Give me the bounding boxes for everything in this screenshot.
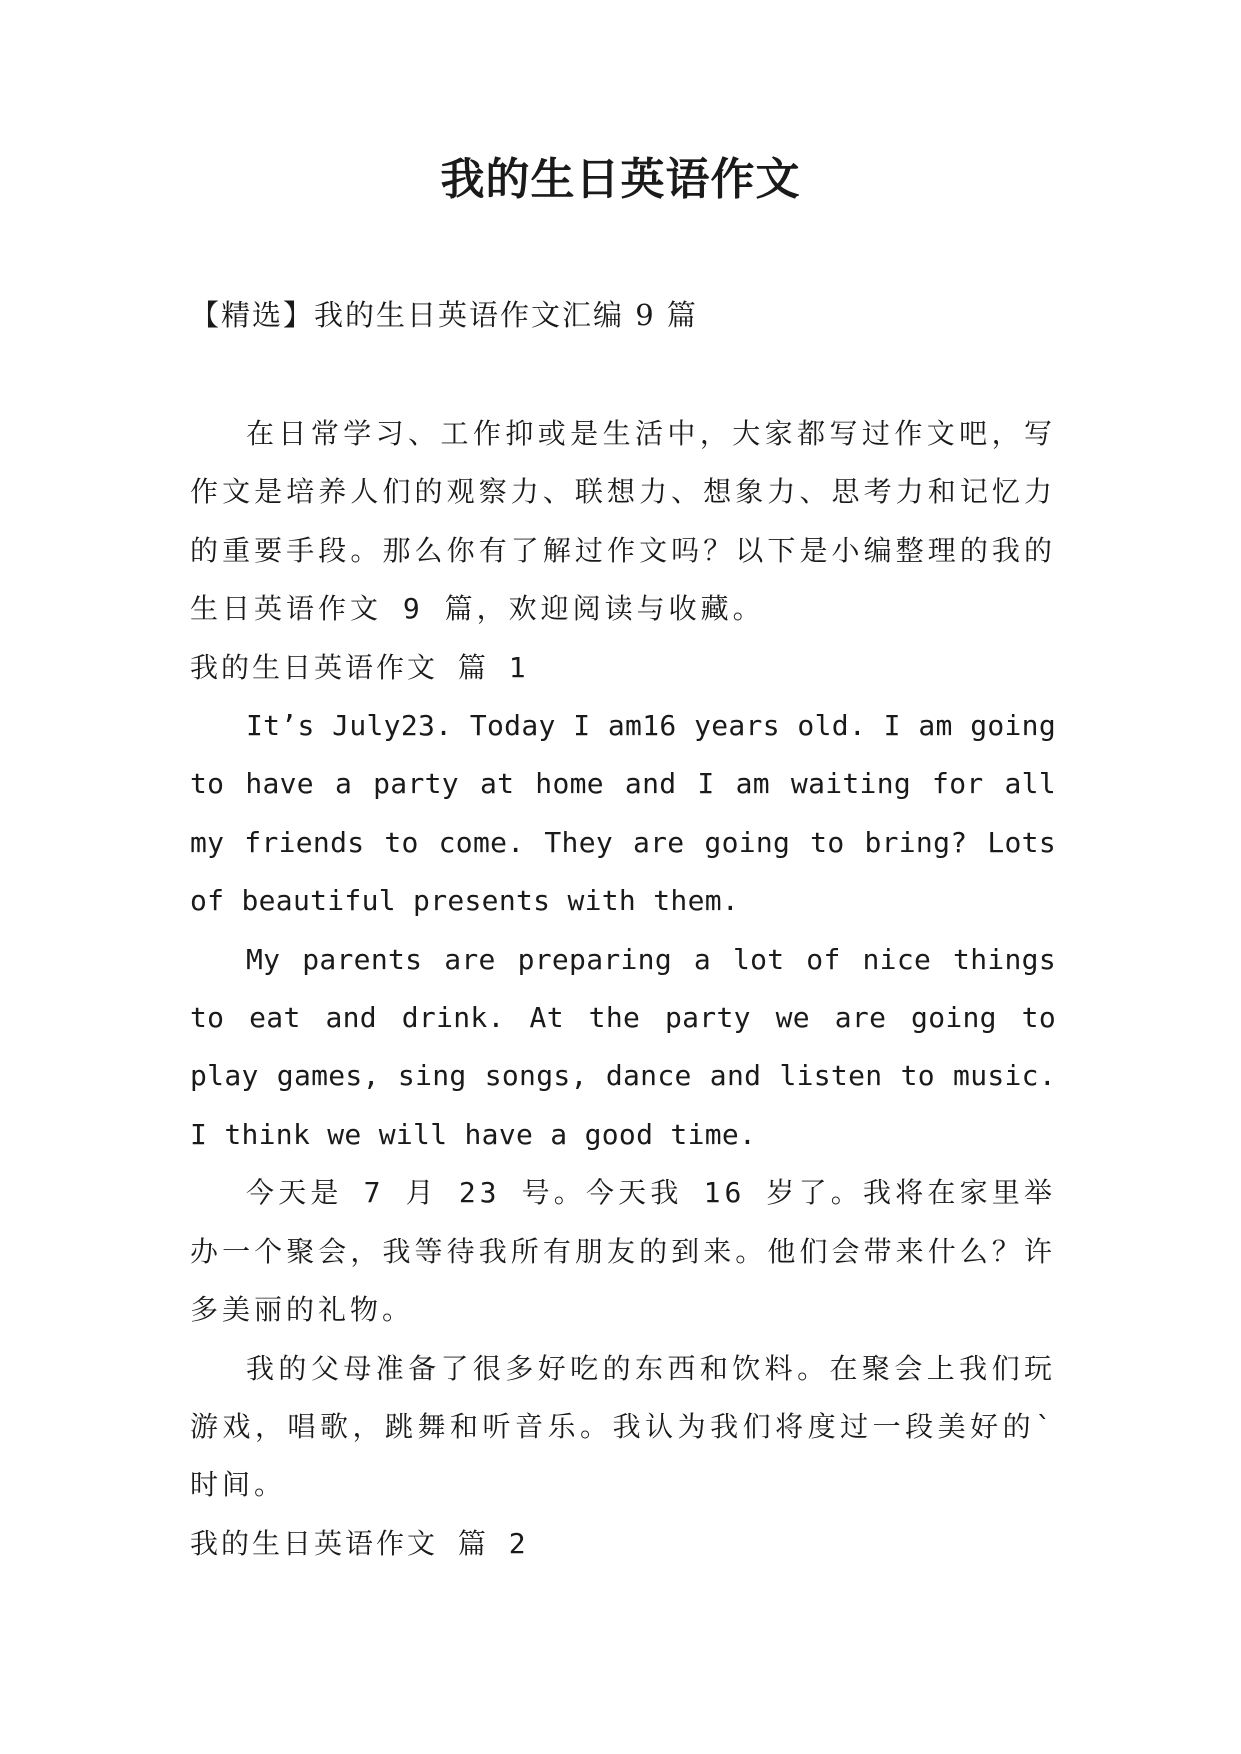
- english-paragraph-1: It’s July23. Today I am16 years old. I am going to have a party at home and I am waiting for all my friends to come. They are going to bring? Lots of beautiful presents with them.: [190, 709, 1056, 918]
- chinese-paragraph-2: 我的父母准备了很多好吃的东西和饮料。在聚会上我们玩游戏，唱歌，跳舞和听音乐。我认为我们将度过一段美好的`时间。: [190, 1351, 1056, 1502]
- intro-paragraph: 在日常学习、工作抑或是生活中，大家都写过作文吧，写作文是培养人们的观察力、联想力、想象力、思考力和记忆力的重要手段。那么你有了解过作文吗？以下是小编整理的我的生日英语作文 9 篇，欢迎阅读与收藏。: [190, 417, 1056, 626]
- section-heading-1: 我的生日英语作文 篇 1: [190, 650, 529, 684]
- section-heading-2: 我的生日英语作文 篇 2: [190, 1526, 529, 1560]
- chinese-paragraph-1: 今天是 7 月 23 号。今天我 16 岁了。我将在家里举办一个聚会，我等待我所有朋友的到来。他们会带来什么？许多美丽的礼物。: [190, 1176, 1056, 1327]
- document-subtitle: 【精选】我的生日英语作文汇编 9 篇: [190, 298, 698, 332]
- english-paragraph-2: My parents are preparing a lot of nice things to eat and drink. At the party we are going to play games, sing songs, dance and listen to music. I think we will have a good time.: [190, 942, 1056, 1151]
- document-title: 我的生日英语作文: [440, 154, 801, 205]
- document-body: [190, 405, 1056, 1573]
